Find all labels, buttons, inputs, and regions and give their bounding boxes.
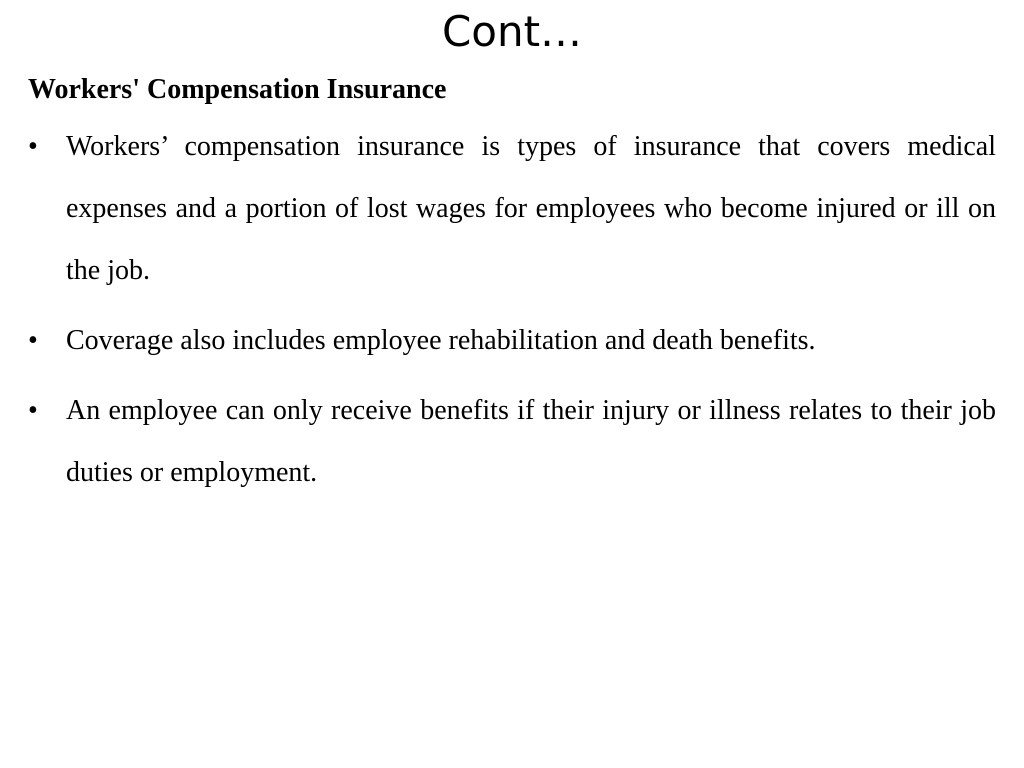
bullet-text: An employee can only receive benefits if their injury or illness relates to their job duties or employment.: [66, 395, 996, 488]
section-heading: Workers' Compensation Insurance: [28, 74, 447, 105]
bullet-dot-icon: •: [28, 395, 38, 426]
slide-title: Cont…: [441, 7, 583, 56]
bullet-item: [28, 380, 996, 504]
bullet-text: Workers’ compensation insurance is types of insurance that covers medical expenses and a portion of lost wages for employees who become injured or ill on the job.: [66, 131, 996, 286]
slide-content: [28, 68, 996, 512]
bullet-dot-icon: •: [28, 325, 38, 356]
bullet-item: [28, 116, 996, 302]
bullet-list: [28, 116, 996, 504]
bullet-text: Coverage also includes employee rehabilitation and death benefits.: [66, 325, 816, 356]
bullet-item: [28, 310, 996, 372]
bullet-dot-icon: •: [28, 131, 38, 162]
